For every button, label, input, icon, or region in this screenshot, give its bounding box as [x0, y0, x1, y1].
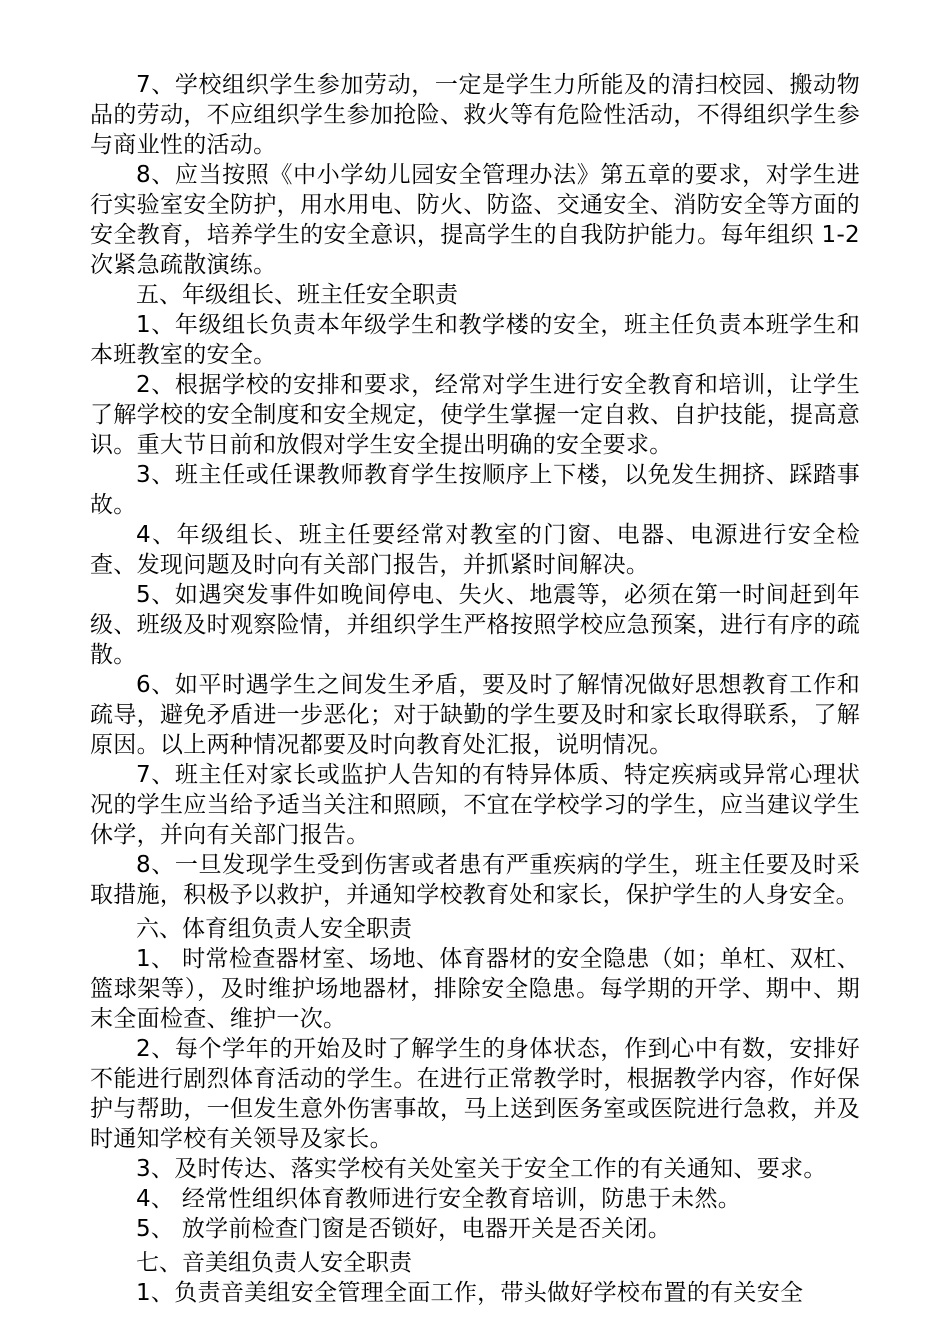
paragraph: 7、学校组织学生参加劳动，一定是学生力所能及的清扫校园、搬动物品的劳动，不应组织学生参加抢险、救火等有危险性活动，不得组织学生参与商业性的活动。 — [90, 72, 860, 158]
section-heading: 七、音美组负责人安全职责 — [136, 1250, 412, 1276]
paragraph: 8、一旦发现学生受到伤害或者患有严重疾病的学生，班主任要及时采取措施，积极予以救护，并通知学校教育处和家长，保护学生的人身安全。 — [90, 852, 860, 908]
paragraph: 3、及时传达、落实学校有关处室关于安全工作的有关通知、要求。 — [136, 1156, 827, 1182]
paragraph: 5、 放学前检查门窗是否锁好，电器开关是否关闭。 — [136, 1216, 672, 1242]
paragraph: 1、 时常检查器材室、场地、体育器材的安全隐患（如；单杠、双杠、篮球架等），及时维护场地器材，排除安全隐患。每学期的开学、期中、期末全面检查、维护一次。 — [90, 946, 860, 1032]
paragraph: 8、应当按照《中小学幼儿园安全管理办法》第五章的要求，对学生进行实验室安全防护，用水用电、防火、防盗、交通安全、消防安全等方面的安全教育，培养学生的安全意识，提高学生的自我防护能力。每年组织 1-2 次紧急疏散演练。 — [90, 162, 860, 278]
section-heading: 六、体育组负责人安全职责 — [136, 916, 412, 942]
paragraph: 5、如遇突发事件如晚间停电、失火、地震等，必须在第一时间赶到年级、班级及时观察险情，并组织学生严格按照学校应急预案，进行有序的疏散。 — [90, 582, 860, 668]
paragraph: 4、 经常性组织体育教师进行安全教育培训，防患于未然。 — [136, 1186, 742, 1212]
paragraph: 3、班主任或任课教师教育学生按顺序上下楼，以免发生拥挤、踩踏事故。 — [90, 462, 860, 518]
paragraph: 2、每个学年的开始及时了解学生的身体状态，作到心中有数，安排好不能进行剧烈体育活动的学生。在进行正常教学时，根据教学内容，作好保护与帮助，一但发生意外伤害事故，马上送到医务室或医院进行急救，并及时通知学校有关领导及家长。 — [90, 1036, 860, 1152]
paragraph: 2、根据学校的安排和要求，经常对学生进行安全教育和培训，让学生了解学校的安全制度和安全规定，使学生掌握一定自救、自护技能，提高意识。重大节日前和放假对学生安全提出明确的安全要求。 — [90, 372, 860, 458]
paragraph: 6、如平时遇学生之间发生矛盾，要及时了解情况做好思想教育工作和疏导，避免矛盾进一步恶化；对于缺勤的学生要及时和家长取得联系，了解原因。以上两种情况都要及时向教育处汇报，说明情况。 — [90, 672, 860, 758]
paragraph: 4、年级组长、班主任要经常对教室的门窗、电器、电源进行安全检查、发现问题及时向有关部门报告，并抓紧时间解决。 — [90, 522, 860, 578]
paragraph: 1、负责音美组安全管理全面工作，带头做好学校布置的有关安全 — [136, 1280, 804, 1306]
paragraph: 7、班主任对家长或监护人告知的有特异体质、特定疾病或异常心理状况的学生应当给予适当关注和照顾，不宜在学校学习的学生，应当建议学生休学，并向有关部门报告。 — [90, 762, 860, 848]
paragraph: 1、年级组长负责本年级学生和教学楼的安全，班主任负责本班学生和本班教室的安全。 — [90, 312, 860, 368]
section-heading: 五、年级组长、班主任安全职责 — [136, 282, 458, 308]
document-page — [90, 70, 860, 1308]
